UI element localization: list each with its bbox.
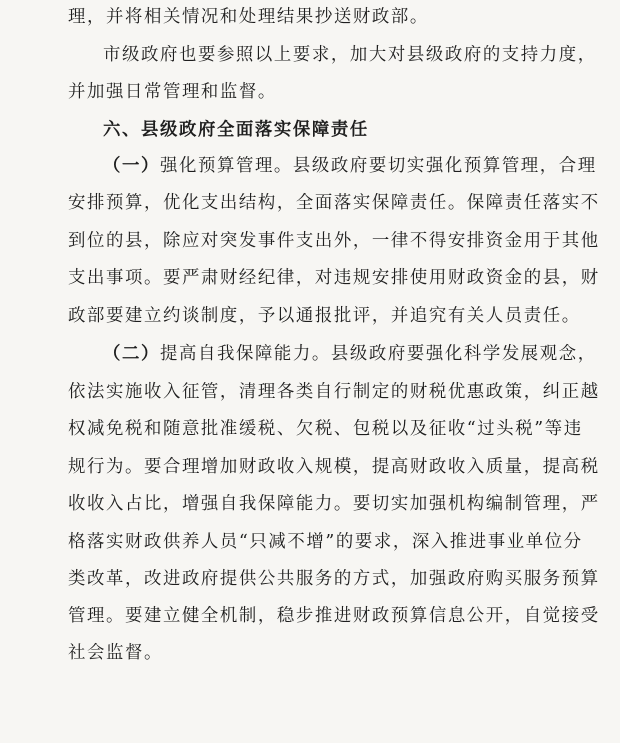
- text-line-7: 到位的县，除应对突发事件支出外，一律不得安排资金用于其他: [68, 231, 600, 251]
- paragraph-2-text: 提高自我保障能力。县级政府要强化科学发展观念，: [159, 344, 597, 364]
- paragraph-marker: （一）: [103, 156, 160, 176]
- section-heading-six: 六、县级政府全面落实保障责任: [103, 120, 369, 140]
- text-line-9: 政部要建立约谈制度，予以通报批评，并追究有关人员责任。: [68, 306, 581, 326]
- text-line-6: 安排预算，优化支出结构，全面落实保障责任。保障责任落实不: [68, 193, 600, 213]
- paragraph-2-first-line: [103, 342, 597, 366]
- paragraph-marker: （二）: [103, 344, 160, 364]
- paragraph-1-text: 强化预算管理。县级政府要切实强化预算管理，合理: [159, 156, 597, 176]
- text-line-16: 类改革，改进政府提供公共服务的方式，加强政府购买服务预算: [68, 569, 600, 589]
- paragraph-1-first-line: [103, 154, 597, 178]
- text-line-11: 依法实施收入征管，清理各类自行制定的财税优惠政策，纠正越: [68, 382, 600, 402]
- text-line-18: 社会监督。: [68, 643, 163, 663]
- text-line-3: 并加强日常管理和监督。: [68, 82, 277, 102]
- text-line-17: 管理。要建立健全机制，稳步推进财政预算信息公开，自觉接受: [68, 606, 600, 626]
- text-line-8: 支出事项。要严肃财经纪律，对违规安排使用财政资金的县，财: [68, 268, 600, 288]
- text-line-14: 收收入占比，增强自我保障能力。要切实加强机构编制管理，严: [68, 494, 600, 514]
- text-line-12: 权减免税和随意批准缓税、欠税、包税以及征收“过头税”等违: [68, 419, 583, 439]
- text-line-13: 规行为。要合理增加财政收入规模，提高财政收入质量，提高税: [68, 457, 600, 477]
- text-line-15: 格落实财政供养人员“只减不增”的要求，深入推进事业单位分: [68, 532, 583, 552]
- text-line-2: 市级政府也要参照以上要求，加大对县级政府的支持力度，: [103, 45, 597, 65]
- text-line-1: 理，并将相关情况和处理结果抄送财政部。: [68, 7, 429, 27]
